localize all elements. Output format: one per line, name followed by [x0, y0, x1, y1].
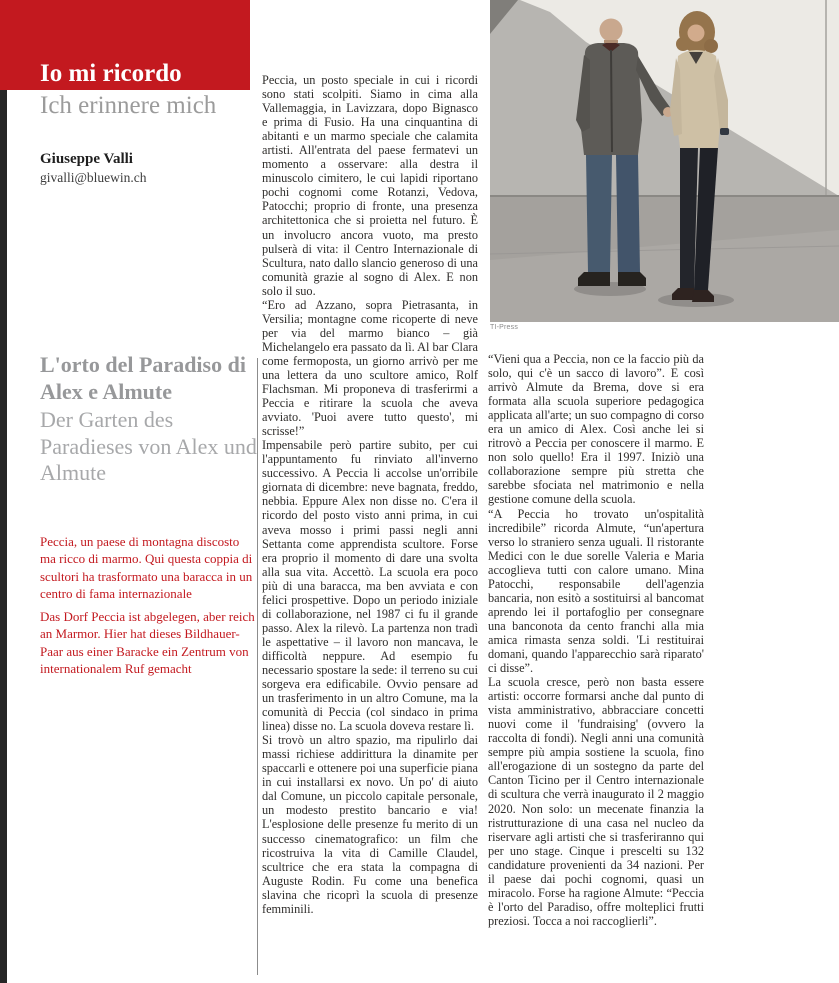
photo-illustration: [490, 0, 839, 322]
body-column-2: [488, 352, 704, 968]
column-divider-rule: [257, 358, 258, 975]
section-title-italian: Io mi ricordo: [40, 60, 182, 87]
article-photo: [490, 0, 839, 322]
author-name: Giuseppe Valli: [40, 151, 133, 167]
article-title-italian: L'orto del Paradiso di Alex e Almute: [40, 352, 246, 404]
paragraph: “Ero ad Azzano, sopra Pietrasanta, in Versilia; montagne come ricoperte di neve per via del marmo bianco – già Michelangelo era passato da lì. Al bar Clara come fermoposta, un giorno arrivò per me una lettera da uno scultore amico, Rolf Flachsman. Mi proponeva di trasferirmi a Peccia e ritirare la scuola che aveva avviato. 'Puoi avere tutto questo', mi scrisse!”: [262, 297, 478, 439]
photo-credit: TI-Press: [490, 324, 519, 331]
author-block: [40, 150, 147, 187]
lead-paragraph-german: Das Dorf Peccia ist abgelegen, aber reich an Marmor. Hier hat dieses Bildhauer-Paar aus einer Baracke ein Zentrum von internationalem Ruf gemacht: [40, 609, 255, 676]
section-title-german: Ich erinnere mich: [40, 92, 217, 119]
paragraph: Impensabile però partire subito, per cui l'appuntamento fu rinviato all'inverno successivo. A Peccia li accolse un'orribile giornata di dicembre: neve bagnata, freddo, nebbia. Eppure Alex non disse no. C'era il ricordo del posto visto anni prima, in cui aveva mosso i primi passi negli anni Settanta come apprendista scultore. Forse era proprio il momento di dare una svolta alla sua vita. Accettò. La scuola era poco più di una baracca, ma ben avviata e con felici prospettive. Dopo un periodo iniziale di collaborazione, nel 1987 ci fu il grande passo. Alex la rilevò. La partenza non tradì le aspettative – il lavoro non mancava, le difficoltà neppure. Ad esempio fu necessario spostare la sede: il terreno su cui sorgeva era edificabile. Ovvio pensare ad un trasferimento in un altro Comune, ma la comunità di Peccia (col sindaco in prima linea) disse no. La scuola doveva restare lì.: [262, 438, 478, 734]
section-banner: [0, 0, 250, 90]
lead-paragraph-italian: Peccia, un paese di montagna discosto ma ricco di marmo. Qui questa coppia di scultori ha trasformato una baracca in un centro di fama internazionale: [40, 534, 253, 601]
article-title-block: [40, 352, 258, 487]
paragraph: Peccia, un posto speciale in cui i ricordi sono stati scolpiti. Siamo in cima alla Vallemaggia, in Lavizzara, dopo Bignasco e prima di Fusio. Ha una cinquantina di abitanti e un marmo speciale che calamita artisti. All'entrata del paese fermatevi un momento a osservare: alla destra il minuscolo cimitero, le cui lapidi riportano pochi cognomi come Rotanzi, Vedova, Patocchi; proprio di fronte, una presenza architettonica che si proietta nel futuro. È un involucro ancora vuoto, ma presto pulserà di vita: il Centro Internazionale di Scultura, nato dallo slancio generoso di una comunità grazie al sogno di Alex. E non solo il suo.: [262, 73, 478, 298]
paragraph: La scuola cresce, però non basta essere artisti: occorre formarsi anche dal punto di vista amministrativo, abbracciare concetti nuovi come il 'fundraising' (ovvero la raccolta di fondi). Negli anni una comunità sempre più ampia sostiene la scuola, fino all'erogazione di un sostegno da parte del Canton Ticino per il Centro internazionale di scultura che verrà inaugurato il 2 maggio 2020. Non solo: un mecenate finanzia la ristrutturazione di una casa nel nucleo da riservare agli artisti che si trasferiranno qui per uno stage. Cinque i prescelti su 132 candidature provenienti da 34 nazioni. Per il paese dai pochi cognomi, quasi un miracolo. Forse ha ragione Almute: “Peccia è l'orto del Paradiso, offre molteplici frutti preziosi. Tocca a noi raccoglierli”.: [488, 675, 704, 928]
article-title-german: Der Garten des Paradieses von Alex und Almute: [40, 407, 257, 485]
paragraph: “A Peccia ho trovato un'ospitalità incredibile” ricorda Almute, “un'apertura verso lo straniero senza uguali. Il ristorante Medici con le due sorelle Valeria e Maria accoglieva tutti con calore umano. Mina Patocchi, responsabile dell'agenzia bancaria, non esitò a sostituirsi al bancomat aprendo lei il portafoglio per consegnare una banconota da cento franchi alla mia amica rimasta senza soldi. 'Li restituirai domani, quando l'apparecchio sarà riparato' ci disse”.: [488, 506, 704, 676]
paragraph: Si trovò un altro spazio, ma ripulirlo dai massi richiese addirittura la dinamite per spaccarli e ottenere poi una superficie piana in cui installarsi ex novo. Un po' di aiuto dal Comune, un piccolo capitale personale, un modesto prestito bancario e via! L'esplosione delle presenze fu merito di un successo cinematografico: un film che ricostruiva la vita di Camille Claudel, scultrice che era stata la compagna di Auguste Rodin. Fu come una benefica slavina che ricoprì la scuola di presenze femminili.: [262, 733, 478, 916]
body-column-1: [262, 73, 478, 968]
left-margin-bar: [0, 90, 7, 983]
author-email[interactable]: givalli@bluewin.ch: [40, 170, 147, 185]
paragraph: “Vieni qua a Peccia, non ce la faccio più da solo, qui c'è un sacco di lavoro”. E così arrivò Almute da Brema, dove si era formata alla scuola superiore pedagogica applicata all'arte; un suo compagno di corso era un amico di Alex. Così anche lei si ritrovò a Peccia per conoscere il marmo. E non solo quello! Era il 1997. Iniziò una collaborazione sempre più stretta che sarebbe sfociata nel matrimonio e nella gestione comune della scuola.: [488, 352, 704, 507]
